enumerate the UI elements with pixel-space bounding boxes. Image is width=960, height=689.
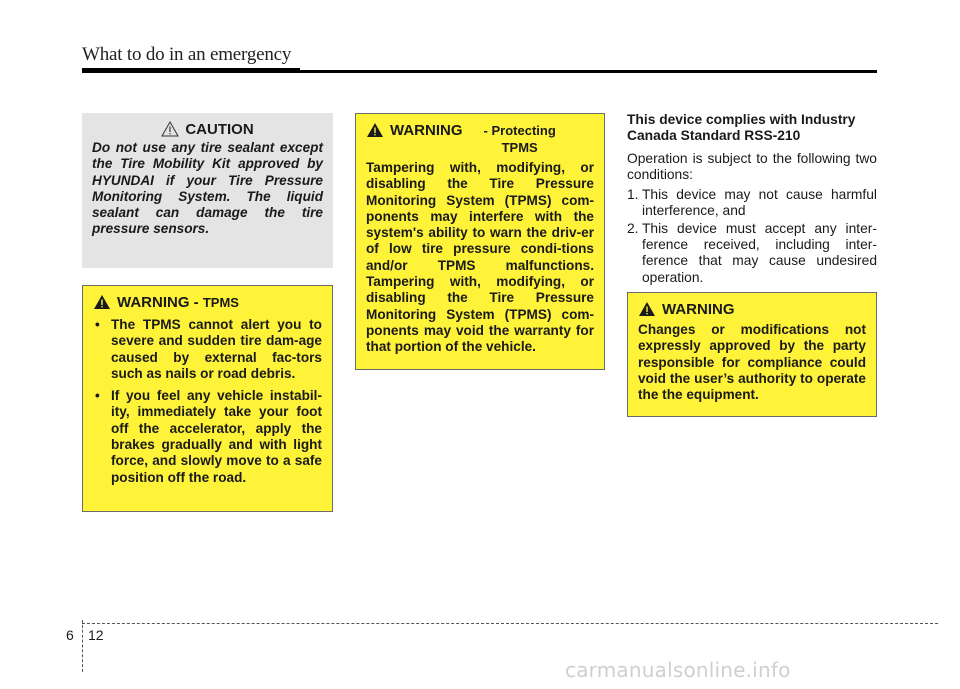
caution-body: Do not use any tire sealant except the Tire Mobility Kit approved by HYUNDAI if your Tire Pressure Monitoring System. The liquid sealant can damage the tire pressure sensors.: [92, 140, 323, 237]
warning-label: WARNING: [390, 122, 463, 139]
list-item-text: The TPMS cannot alert you to severe and sudden tire dam-age caused by external fac-tors such as nails or road debris.: [111, 317, 322, 381]
list-item: [627, 187, 877, 220]
warning-protecting-tpms-box: [355, 113, 605, 370]
warning-label: WARNING: [117, 294, 190, 311]
footer-divider-horizontal: [82, 623, 938, 624]
warning-fcc-heading: [638, 301, 866, 318]
list-number: 1.: [627, 187, 639, 203]
warning-triangle-filled-icon: [366, 122, 384, 138]
list-item: [627, 221, 877, 286]
warning-triangle-filled-icon: [93, 294, 111, 310]
compliance-conditions: [627, 187, 877, 286]
compliance-title: This device complies with Industry Canada Standard RSS-210: [627, 112, 856, 144]
warning-protect-heading: [366, 122, 594, 156]
caution-heading: [92, 121, 323, 138]
section-number: 6: [66, 627, 74, 643]
bullet: •: [95, 388, 100, 404]
list-item: [93, 317, 322, 382]
warning-subheading: TPMS: [202, 295, 239, 310]
warning-tpms-box: [82, 285, 333, 512]
heading-dash: -: [193, 294, 199, 311]
warning-subheading: - Protecting TPMS: [483, 123, 556, 155]
warning-tpms-heading: [93, 294, 322, 311]
list-number: 2.: [627, 220, 639, 236]
header-rule-accent: [82, 68, 300, 73]
page-header-title: What to do in an emergency: [82, 44, 292, 65]
caution-box: [82, 113, 333, 268]
list-item-text: This device must accept any inter-ference received, including inter-ference that may cause undesired operation.: [642, 220, 877, 285]
compliance-intro: Operation is subject to the following two conditions:: [627, 150, 877, 182]
bullet: •: [95, 317, 100, 332]
compliance-section: [627, 112, 877, 287]
footer-divider-vertical: [82, 620, 83, 672]
warning-label: WARNING: [662, 301, 735, 318]
warning-protect-body: Tampering with, modifying, or disabling the Tire Pressure Monitoring System (TPMS) com-ponents may interfere with the system's ability to warn the driv-er of low tire pressure condi-tions and/or TPMS malfunctions. Tampering with, modifying, or disabling the Tire Pressure Monitoring System (TPMS) com-ponents may void the warranty for that portion of the vehicle.: [366, 160, 594, 355]
warning-triangle-outline-icon: [161, 121, 179, 137]
caution-label: CAUTION: [185, 121, 254, 138]
watermark: carmanualsonline.info: [565, 658, 791, 682]
list-item-text: If you feel any vehicle instabil-ity, immediately take your foot off the accelerator, apply the brakes gradually and with light force, and slowly move to a safe position off the road.: [111, 388, 322, 485]
list-item-text: This device may not cause harmful interference, and: [642, 187, 877, 219]
warning-fcc-body: Changes or modifications not expressly approved by the party responsible for compliance could void the user’s authority to operate the the equipment.: [638, 322, 866, 403]
page-number: 12: [88, 627, 104, 643]
warning-triangle-filled-icon: [638, 301, 656, 317]
list-item: [93, 388, 322, 486]
warning-tpms-list: [93, 317, 322, 486]
warning-modifications-box: [627, 292, 877, 417]
